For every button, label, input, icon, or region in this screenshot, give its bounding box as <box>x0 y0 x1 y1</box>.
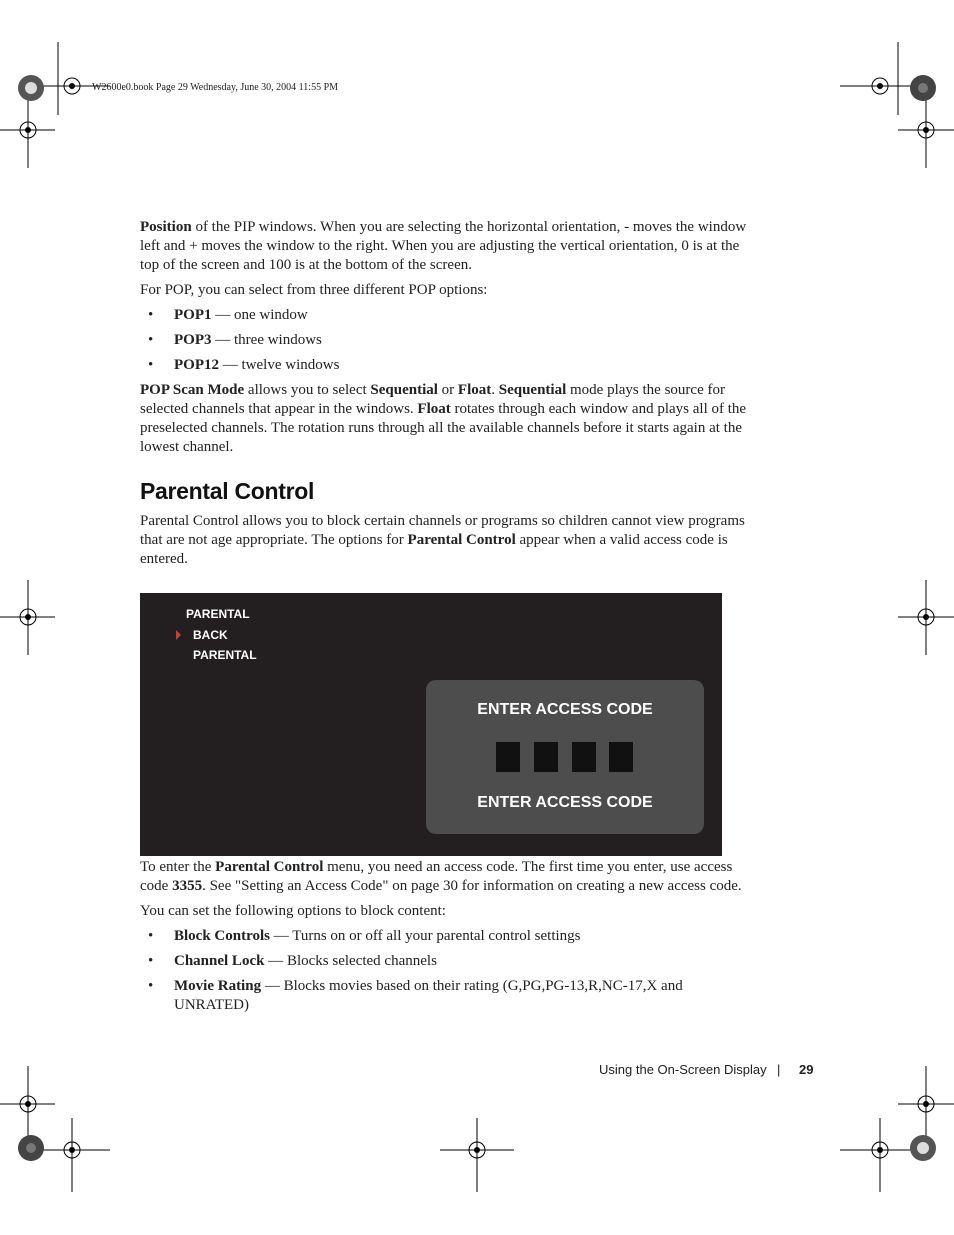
page-number: 29 <box>799 1062 814 1077</box>
access-code-panel <box>426 680 704 834</box>
access-code-label-bottom: ENTER ACCESS CODE <box>477 794 653 811</box>
block-options-list <box>140 927 760 1015</box>
paragraph-block-intro: You can set the following options to block content: <box>140 903 446 919</box>
print-header-note: W2600e0.book Page 29 Wednesday, June 30, 2004 11:55 PM <box>92 82 339 93</box>
paragraph-position: Position of the PIP windows. When you are selecting the horizontal orientation, - moves the window left and + moves the window to the right. When you are adjusting the vertical orientation, 0 is at the top of the screen and 100 is at the bottom of the screen. <box>140 219 747 273</box>
main-content <box>140 218 760 569</box>
pop-options-list <box>140 306 760 375</box>
access-code-digit-1[interactable] <box>496 742 520 772</box>
osd-screenshot <box>140 593 722 856</box>
lower-content <box>140 858 760 1015</box>
list-item: • Movie Rating — Blocks movies based on their rating (G,PG,PG-13,R,NC-17,X and UNRATED) <box>148 978 683 1013</box>
footer-section-name: Using the On-Screen Display <box>599 1062 767 1077</box>
paragraph-scan-mode: POP Scan Mode allows you to select Sequential or Float. Sequential mode plays the source for selected channels that appear in the windows. Float rotates through each window and plays all of the preselected channels. The rotation runs through all the available channels before it starts again at the lowest channel. <box>140 382 747 455</box>
osd-menu-item-back[interactable]: BACK <box>193 628 228 642</box>
paragraph-access: To enter the Parental Control menu, you need an access code. The first time you enter, use access code 3355. See "Setting an Access Code" on page 30 for information on creating a new access code. <box>140 859 742 894</box>
selection-arrow-icon <box>176 630 181 640</box>
osd-menu-title: PARENTAL <box>186 607 250 621</box>
list-item: • Channel Lock — Blocks selected channels <box>148 953 437 969</box>
list-item: • Block Controls — Turns on or off all your parental control settings <box>148 928 581 944</box>
access-code-digit-3[interactable] <box>572 742 596 772</box>
section-title: Parental Control <box>140 478 315 504</box>
footer-separator: | <box>777 1062 781 1077</box>
paragraph-parental: Parental Control allows you to block certain channels or programs so children cannot view programs that are not age appropriate. The options for Parental Control appear when a valid access code is entered. <box>140 513 745 567</box>
access-code-label-top: ENTER ACCESS CODE <box>477 701 653 718</box>
paragraph-pop-intro: For POP, you can select from three different POP options: <box>140 282 488 298</box>
list-item: • POP3 — three windows <box>148 332 322 348</box>
list-item: • POP1 — one window <box>148 307 308 323</box>
list-item: • POP12 — twelve windows <box>148 357 340 373</box>
access-code-digit-4[interactable] <box>609 742 633 772</box>
osd-menu-item-parental[interactable]: PARENTAL <box>193 648 257 662</box>
access-code-digit-2[interactable] <box>534 742 558 772</box>
